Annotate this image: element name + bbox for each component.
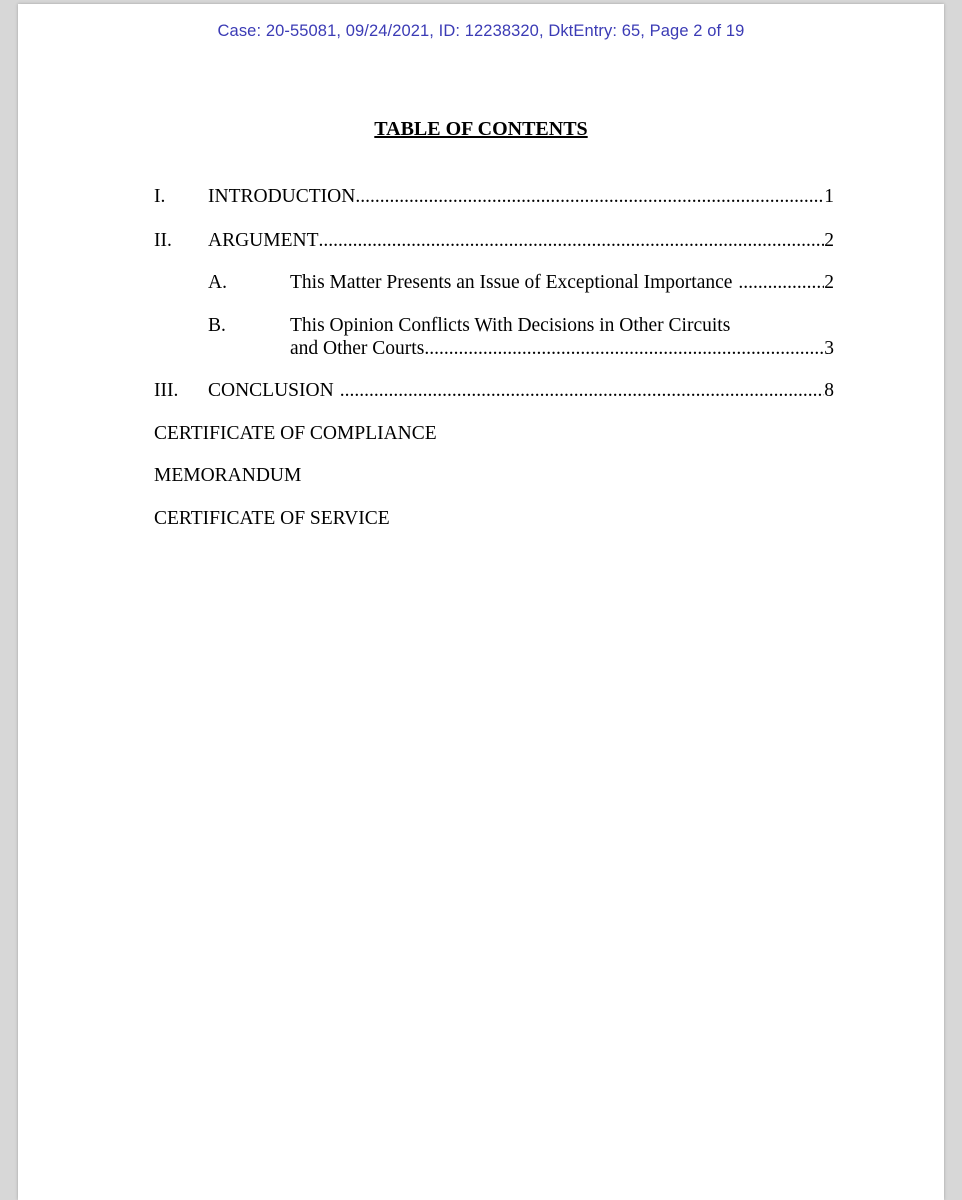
toc-entry-conflicts[interactable]	[290, 338, 834, 360]
toc-entry-label-line2: and Other Courts	[290, 338, 425, 359]
toc-title: TABLE OF CONTENTS	[374, 118, 588, 140]
toc-entry-argument[interactable]	[208, 230, 834, 252]
toc-entry-label-line1[interactable]: This Opinion Conflicts With Decisions in Other Circuits	[290, 315, 731, 336]
toc-leader-dots	[424, 338, 824, 360]
toc-leader-dots	[319, 230, 825, 252]
toc-entry-label: This Matter Presents an Issue of Exceptional Importance	[290, 272, 733, 293]
toc-leader-dots	[738, 272, 824, 294]
toc-entry-certificate-of-service[interactable]: CERTIFICATE OF SERVICE	[154, 508, 390, 529]
document-page	[18, 4, 944, 1200]
toc-entry-num-a: A.	[208, 272, 227, 293]
toc-entry-label: CONCLUSION	[208, 380, 334, 401]
toc-entry-page: 1	[824, 186, 834, 207]
toc-entry-certificate-of-compliance[interactable]: CERTIFICATE OF COMPLIANCE	[154, 423, 437, 444]
toc-entry-num-3: III.	[154, 380, 179, 401]
toc-entry-introduction[interactable]	[208, 186, 834, 208]
toc-entry-label: ARGUMENT	[208, 230, 319, 251]
case-header: Case: 20-55081, 09/24/2021, ID: 12238320, DktEntry: 65, Page 2 of 19	[217, 22, 745, 40]
toc-leader-dots	[340, 380, 825, 402]
toc-entry-page: 2	[824, 272, 834, 293]
toc-entry-num-1: I.	[154, 186, 166, 207]
toc-entry-exceptional-importance[interactable]	[290, 272, 834, 294]
toc-entry-conclusion[interactable]	[208, 380, 834, 402]
toc-entry-page: 2	[824, 230, 834, 251]
toc-entry-page: 3	[824, 338, 834, 359]
toc-entry-memorandum[interactable]: MEMORANDUM	[154, 465, 302, 486]
toc-entry-page: 8	[824, 380, 834, 401]
toc-entry-label: INTRODUCTION	[208, 186, 356, 207]
toc-entry-num-2: II.	[154, 230, 172, 251]
toc-leader-dots	[355, 186, 824, 208]
toc-entry-num-b: B.	[208, 315, 226, 336]
